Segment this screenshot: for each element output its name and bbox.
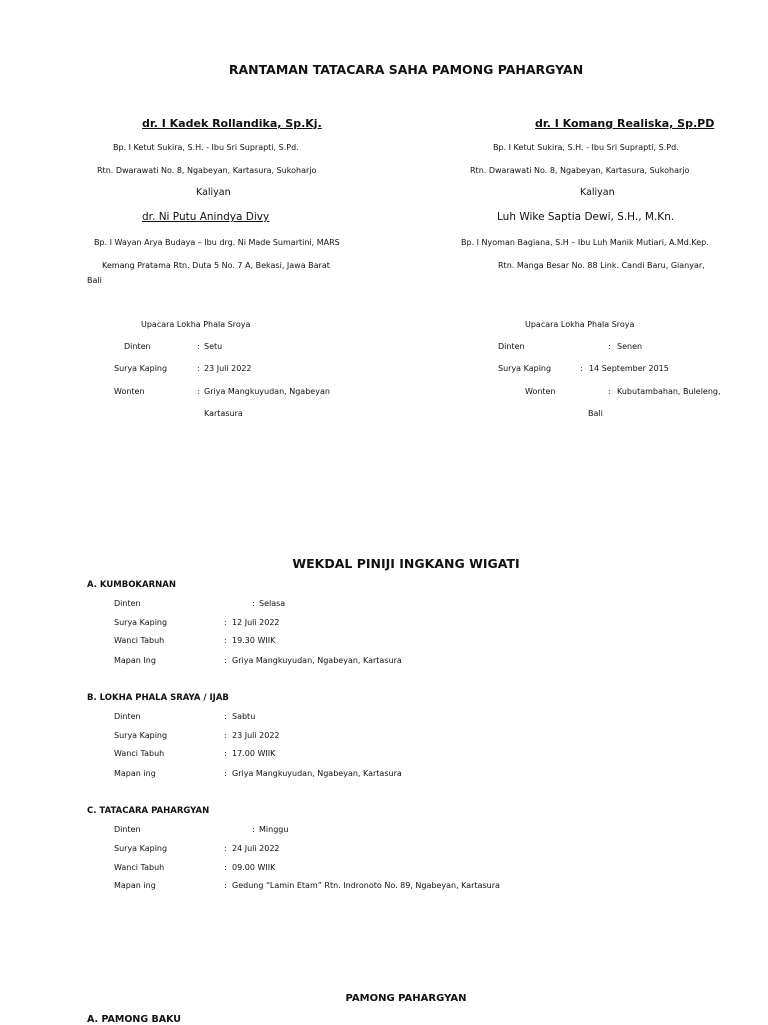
right-wonten-label: Wonten: [525, 387, 556, 396]
right-bride-name: Luh Wike Saptia Dewi, S.H., M.Kn.: [497, 211, 675, 223]
right-surya-colon: :: [580, 364, 583, 373]
b-surya-value: 23 Juli 2022: [232, 731, 280, 740]
right-wonten-value: Kubutambahan, Buleleng,: [617, 387, 721, 396]
a-mapan-value: Griya Mangkuyudan, Ngabeyan, Kartasura: [232, 656, 402, 665]
c-wanci-value: 09.00 WIIK: [232, 863, 276, 872]
section-c-heading: C. TATACARA PAHARGYAN: [87, 806, 210, 816]
left-surya-colon: :: [197, 364, 200, 373]
b-dinten-value: Sabtu: [232, 712, 256, 721]
c-mapan-label: Mapan ing: [114, 881, 156, 890]
left-groom-parents: Bp. I Ketut Sukira, S.H. - Ibu Sri Suprapti, S.Pd.: [113, 143, 299, 152]
b-surya-colon: :: [224, 731, 227, 740]
right-wonten-colon: :: [608, 387, 611, 396]
left-groom-name: dr. I Kadek Rollandika, Sp.Kj.: [142, 117, 322, 130]
right-event: Upacara Lokha Phala Sroya: [525, 320, 635, 329]
c-dinten-label: Dinten: [114, 825, 141, 834]
pamong-sub-heading: A. PAMONG BAKU: [87, 1014, 181, 1025]
b-wanci-colon: :: [224, 749, 227, 758]
a-wanci-value: 19.30 WIIK: [232, 636, 276, 645]
a-surya-colon: :: [224, 618, 227, 627]
right-bride-parents: Bp. I Nyoman Bagiana, S.H – Ibu Luh Manik Mutiari, A.Md.Kep.: [461, 238, 709, 247]
section-b-heading: B. LOKHA PHALA SRAYA / IJAB: [87, 693, 229, 703]
left-event: Upacara Lokha Phala Sroya: [141, 320, 251, 329]
c-wanci-colon: :: [224, 863, 227, 872]
c-surya-label: Surya Kaping: [114, 844, 168, 853]
left-bride-address: Kemang Pratama Rtn. Duta 5 No. 7 A, Bekasi, Jawa Barat: [102, 261, 330, 270]
c-surya-value: 24 Juli 2022: [232, 844, 280, 853]
left-bride-address-2: Bali: [87, 276, 102, 285]
wekdal-title: WEKDAL PINIJI INGKANG WIGATI: [292, 556, 520, 571]
c-dinten-colon: :: [252, 825, 255, 834]
a-mapan-label: Mapan Ing: [114, 656, 156, 665]
a-dinten-value: Selasa: [259, 599, 286, 608]
left-wonten-value: Griya Mangkuyudan, Ngabeyan: [204, 387, 330, 396]
right-surya-label: Surya Kaping: [498, 364, 552, 373]
right-dinten-label: Dinten: [498, 342, 525, 351]
b-dinten-colon: :: [224, 712, 227, 721]
left-dinten-value: Setu: [204, 342, 223, 351]
pamong-title: PAMONG PAHARGYAN: [345, 993, 467, 1004]
left-wonten-value-2: Kartasura: [204, 409, 243, 418]
c-dinten-value: Minggu: [259, 825, 289, 834]
c-mapan-value: Gedung “Lamin Etam” Rtn. Indronoto No. 89, Ngabeyan, Kartasura: [232, 881, 500, 890]
b-surya-label: Surya Kaping: [114, 731, 168, 740]
right-groom-name: dr. I Komang Realiska, Sp.PD: [535, 117, 715, 130]
c-surya-colon: :: [224, 844, 227, 853]
right-surya-value: 14 September 2015: [589, 364, 669, 373]
right-dinten-value: Senen: [617, 342, 643, 351]
left-surya-label: Surya Kaping: [114, 364, 168, 373]
b-wanci-value: 17.00 WIIK: [232, 749, 276, 758]
right-kaliyan: Kaliyan: [580, 187, 615, 198]
c-mapan-colon: :: [224, 881, 227, 890]
left-dinten-label: Dinten: [124, 342, 151, 351]
a-surya-label: Surya Kaping: [114, 618, 168, 627]
left-bride-parents: Bp. I Wayan Arya Budaya – Ibu drg. Ni Made Sumartini, MARS: [94, 238, 340, 247]
right-dinten-colon: :: [608, 342, 611, 351]
c-wanci-label: Wanci Tabuh: [114, 863, 165, 872]
left-surya-value: 23 Juli 2022: [204, 364, 252, 373]
a-dinten-label: Dinten: [114, 599, 141, 608]
a-dinten-colon: :: [252, 599, 255, 608]
right-bride-address: Rtn. Manga Besar No. 88 Link. Candi Baru, Gianyar,: [498, 261, 705, 270]
a-wanci-label: Wanci Tabuh: [114, 636, 165, 645]
a-mapan-colon: :: [224, 656, 227, 665]
left-wonten-colon: :: [197, 387, 200, 396]
left-kaliyan: Kaliyan: [196, 187, 231, 198]
right-wonten-value-2: Bali: [588, 409, 603, 418]
right-groom-parents: Bp. I Ketut Sukira, S.H. - Ibu Sri Suprapti, S.Pd.: [493, 143, 679, 152]
a-wanci-colon: :: [224, 636, 227, 645]
b-mapan-label: Mapan ing: [114, 769, 156, 778]
right-groom-address: Rtn. Dwarawati No. 8, Ngabeyan, Kartasura, Sukoharjo: [470, 166, 690, 175]
b-mapan-colon: :: [224, 769, 227, 778]
left-groom-address: Rtn. Dwarawati No. 8, Ngabeyan, Kartasura, Sukoharjo: [97, 166, 317, 175]
left-dinten-colon: :: [197, 342, 200, 351]
page-title: RANTAMAN TATACARA SAHA PAMONG PAHARGYAN: [228, 62, 584, 77]
section-a-heading: A. KUMBOKARNAN: [87, 580, 176, 590]
b-mapan-value: Griya Mangkuyudan, Ngabeyan, Kartasura: [232, 769, 402, 778]
left-wonten-label: Wonten: [114, 387, 145, 396]
b-dinten-label: Dinten: [114, 712, 141, 721]
a-surya-value: 12 Juli 2022: [232, 618, 280, 627]
left-bride-name: dr. Ni Putu Anindya Divy: [142, 211, 270, 223]
b-wanci-label: Wanci Tabuh: [114, 749, 165, 758]
